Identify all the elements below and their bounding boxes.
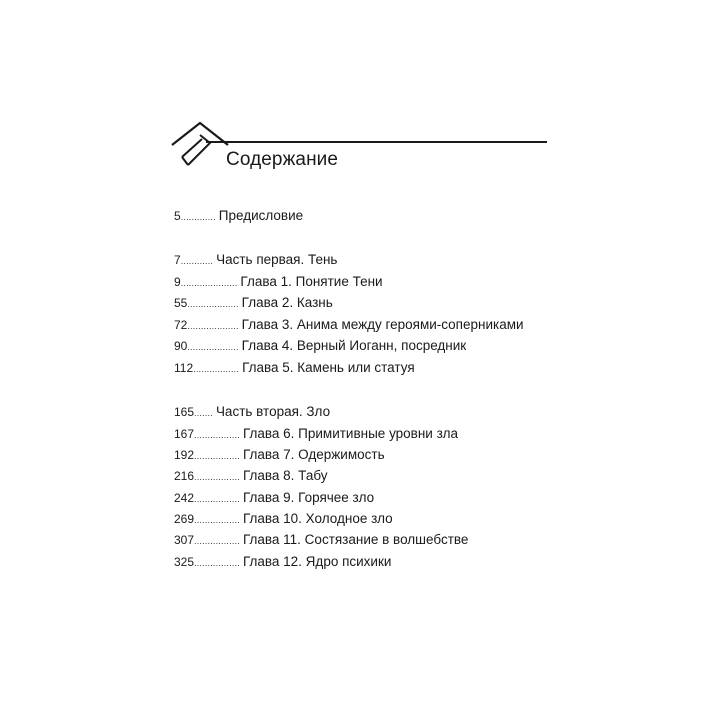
- page-number: 242: [174, 491, 195, 505]
- page-number: 269: [174, 512, 195, 526]
- toc-entry-chapter: [174, 338, 466, 356]
- toc-entry-chapter: [174, 490, 374, 508]
- page-number: 112: [174, 361, 194, 375]
- toc-entry-chapter: [174, 295, 333, 313]
- toc-entry-chapter: [174, 468, 328, 486]
- entry-title: Глава 1. Понятие Тени: [240, 274, 383, 289]
- toc-entry-chapter: [174, 554, 391, 572]
- entry-title: Часть вторая. Зло: [215, 404, 331, 419]
- toc-entry-chapter: [174, 317, 524, 335]
- dot-leader: .................: [194, 430, 240, 440]
- toc-entry-part-1: [174, 252, 337, 270]
- entry-title: Глава 7. Одержимость: [242, 447, 385, 462]
- entry-title: Глава 12. Ядро психики: [242, 554, 392, 569]
- dot-leader: ...................: [187, 299, 239, 309]
- toc-entry-chapter: [174, 447, 385, 465]
- page-number: 90: [174, 339, 188, 353]
- dot-leader: .......: [194, 408, 213, 418]
- toc-entry-chapter: [174, 532, 468, 550]
- toc-entry-preface: [174, 208, 303, 226]
- entry-title: Глава 11. Состязание в волшебстве: [242, 532, 469, 547]
- dot-leader: .................: [194, 558, 240, 568]
- entry-title: Глава 4. Верный Иоганн, посредник: [241, 338, 467, 353]
- entry-title: Предисловие: [218, 208, 304, 223]
- dot-leader: .................: [194, 494, 240, 504]
- toc-entry-chapter: [174, 511, 393, 529]
- dot-leader: ............: [180, 256, 214, 266]
- page-number: 165: [174, 405, 195, 419]
- entry-title: Часть первая. Тень: [216, 252, 338, 267]
- toc-entry-chapter: [174, 360, 415, 378]
- dot-leader: .....................: [180, 278, 238, 288]
- dot-leader: ...................: [187, 321, 239, 331]
- page-number: 72: [174, 318, 188, 332]
- dot-leader: .................: [194, 536, 240, 546]
- page-number: 325: [174, 555, 195, 569]
- page-number: 7: [174, 253, 181, 267]
- entry-title: Глава 10. Холодное зло: [242, 511, 393, 526]
- toc-entry-chapter: [174, 274, 383, 292]
- page-title: Содержание: [226, 149, 339, 170]
- toc-entry-chapter: [174, 426, 458, 444]
- toc-entry-part-2: [174, 404, 330, 422]
- dot-leader: ...................: [187, 342, 239, 352]
- page-number: 192: [174, 448, 195, 462]
- page-number: 55: [174, 296, 188, 310]
- dot-leader: .................: [193, 364, 240, 374]
- entry-title: Глава 5. Камень или статуя: [242, 360, 415, 375]
- entry-title: Глава 8. Табу: [242, 468, 328, 483]
- page-number: 9: [174, 275, 181, 289]
- page-number: 216: [174, 469, 195, 483]
- dot-leader: .................: [194, 472, 240, 482]
- entry-title: Глава 3. Анима между героями-соперниками: [241, 317, 524, 332]
- dot-leader: .................: [194, 515, 240, 525]
- page-number: 307: [174, 533, 195, 547]
- entry-title: Глава 9. Горячее зло: [242, 490, 375, 505]
- page-number: 167: [174, 427, 195, 441]
- page-number: 5: [174, 209, 181, 223]
- entry-title: Глава 2. Казнь: [241, 295, 333, 310]
- dot-leader: .............: [180, 212, 216, 222]
- entry-title: Глава 6. Примитивные уровни зла: [242, 426, 459, 441]
- dot-leader: .................: [194, 451, 240, 461]
